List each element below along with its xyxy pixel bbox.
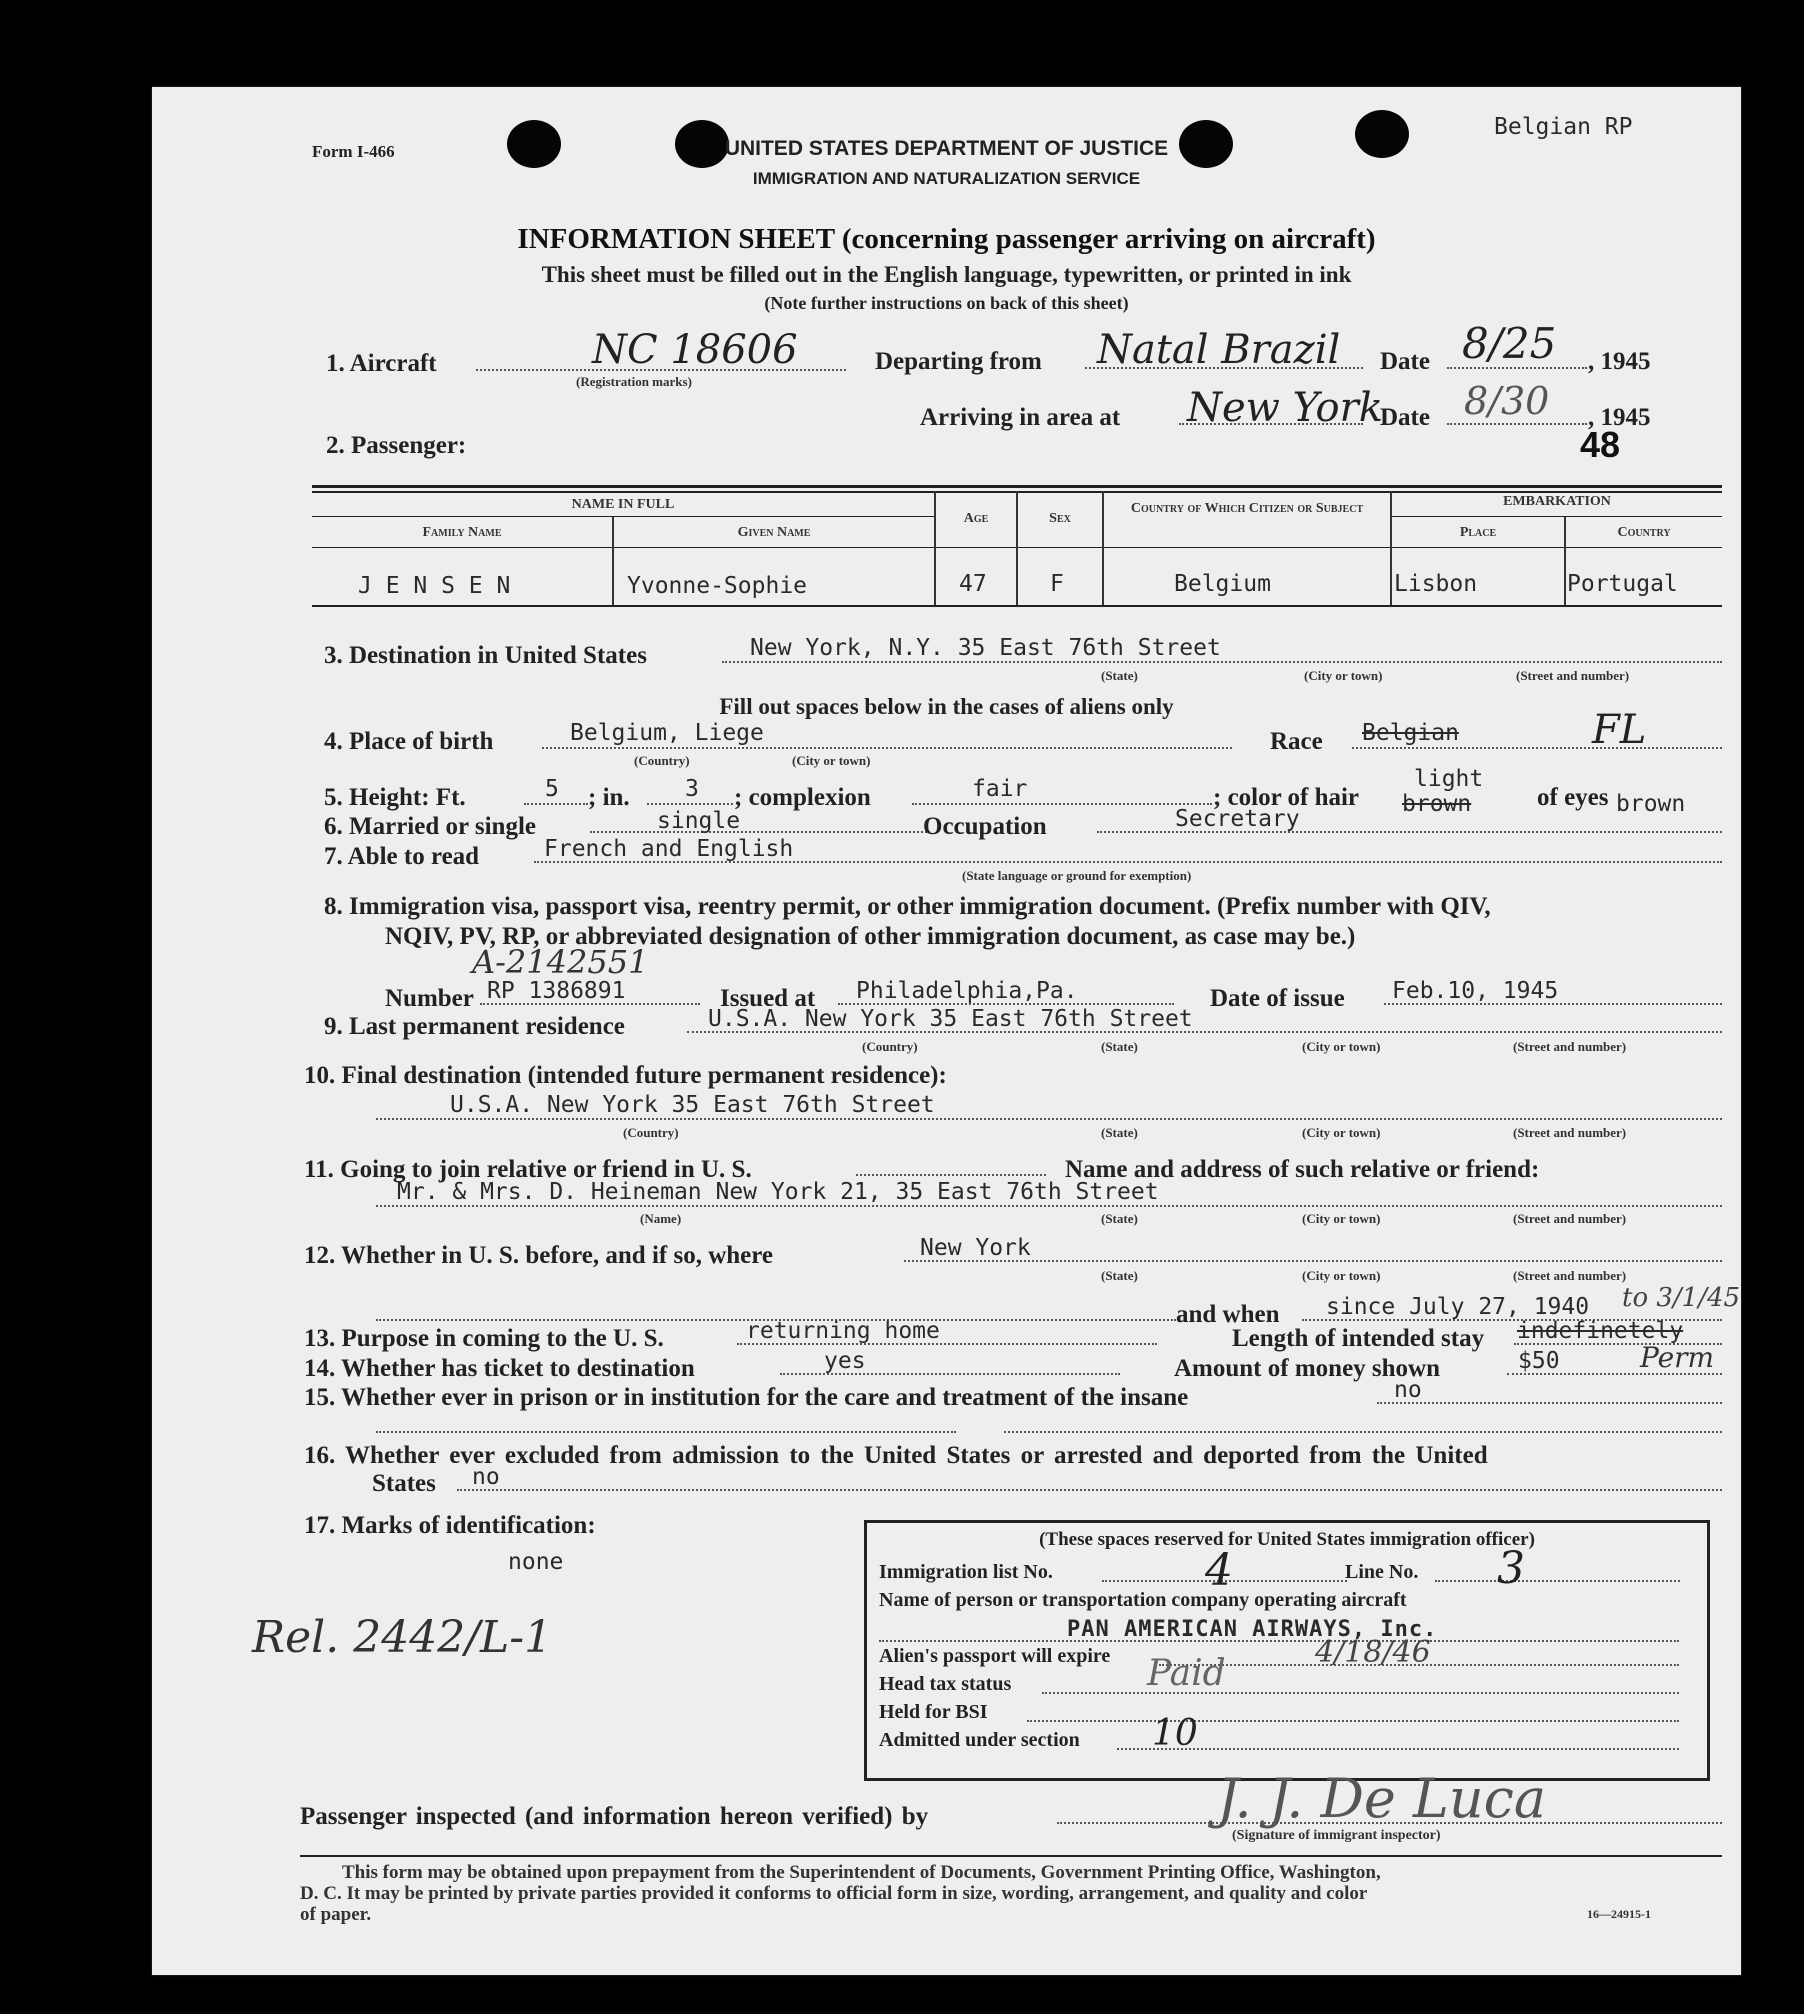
officer-box xyxy=(864,1520,1710,1781)
caption-city: (City or town) xyxy=(792,753,871,768)
aircraft-label: 1. Aircraft xyxy=(326,350,437,377)
complexion-value: fair xyxy=(972,776,1028,802)
th-name-in-full: NAME IN FULL xyxy=(571,497,675,512)
aliens-only-heading: Fill out spaces below in the cases of aliens only xyxy=(719,694,1174,719)
hair-struck: brown xyxy=(1402,791,1472,817)
passenger-label: 2. Passenger: xyxy=(326,432,467,459)
eyes-label: of eyes xyxy=(1537,784,1609,811)
admitted-label: Admitted under section xyxy=(879,1729,1080,1751)
caption-city: (City or town) xyxy=(1302,1268,1381,1283)
caption-street: (Street and number) xyxy=(1513,1039,1627,1054)
occupation-label: Occupation xyxy=(923,813,1047,840)
race-annotation: FL xyxy=(1592,707,1647,753)
date-issue-value: Feb.10, 1945 xyxy=(1392,978,1559,1004)
dept-heading: UNITED STATES DEPARTMENT OF JUSTICE xyxy=(724,137,1169,160)
final-destination-value: U.S.A. New York 35 East 76th Street xyxy=(450,1092,935,1118)
form-number: Form I-466 xyxy=(312,142,395,161)
height-ft-value: 5 xyxy=(545,776,559,802)
signature-caption: (Signature of immigrant inspector) xyxy=(1232,1828,1441,1843)
page-title: INFORMATION SHEET (concerning passenger arriving on aircraft) xyxy=(517,223,1376,255)
footer-code: 16—24915-1 xyxy=(1587,1907,1651,1921)
caption-state: (State) xyxy=(1101,1268,1138,1283)
instruction-note: (Note further instructions on back of this sheet) xyxy=(764,293,1129,313)
line-value: 3 xyxy=(1497,1543,1525,1594)
item16-line2: States xyxy=(372,1470,436,1497)
complexion-label: ; complexion xyxy=(734,784,871,811)
given-name-value: Yvonne-Sophie xyxy=(627,573,808,599)
caption-city: (City or town) xyxy=(1302,1039,1381,1054)
admitted-value: 10 xyxy=(1152,1713,1198,1754)
race-value: Belgian xyxy=(1362,720,1459,746)
read-languages-value: French and English xyxy=(544,836,794,862)
identification-annotation: Rel. 2442/L-1 xyxy=(252,1612,553,1663)
manifest-count: 48 xyxy=(1580,424,1621,465)
caption-state: (State) xyxy=(1101,1125,1138,1140)
caption-country: (Country) xyxy=(862,1039,918,1054)
caption-street: (Street and number) xyxy=(1513,1211,1627,1226)
occupation-value: Secretary xyxy=(1175,806,1300,832)
inspector-signature: J. J. De Luca xyxy=(1217,1767,1547,1830)
caption-name: (Name) xyxy=(640,1211,682,1226)
instruction: This sheet must be filled out in the English language, typewritten, or printed in ink xyxy=(541,262,1352,287)
item12-label: 12. Whether in U. S. before, and if so, where xyxy=(304,1242,773,1269)
th-given-name: Given Name xyxy=(737,525,811,540)
caption-city: (City or town) xyxy=(1302,1211,1381,1226)
item8-line2: NQIV, PV, RP, or abbreviated designation of other immigration document, as case may be.) xyxy=(385,923,1356,950)
item16-line1: 16. Whether ever excluded from admission to the United States or arrested and deported from the United xyxy=(304,1442,1488,1469)
aircraft-value: NC 18606 xyxy=(592,327,798,373)
item11-label: 11. Going to join relative or friend in U. S. xyxy=(304,1156,752,1183)
company-label: Name of person or transportation company operating aircraft xyxy=(879,1589,1407,1611)
depart-year: , 1945 xyxy=(1588,348,1651,375)
item13-label: 13. Purpose in coming to the U. S. xyxy=(304,1325,664,1352)
number-label: Number xyxy=(385,985,474,1012)
caption-city: (City or town) xyxy=(1302,1125,1381,1140)
caption-state: (State) xyxy=(1101,668,1138,683)
item8-line1: 8. Immigration visa, passport visa, reentry permit, or other immigration document. (Prefix number with QIV, xyxy=(324,893,1491,920)
excluded-value: no xyxy=(472,1464,500,1490)
th-family-name: Family Name xyxy=(422,525,502,540)
officer-title: (These spaces reserved for United States immigration officer) xyxy=(1039,1529,1535,1550)
registration-caption: (Registration marks) xyxy=(576,374,692,389)
caption-city: (City or town) xyxy=(1304,668,1383,683)
ticket-value: yes xyxy=(824,1348,866,1374)
issued-value: Philadelphia,Pa. xyxy=(856,978,1078,1004)
th-place: Place xyxy=(1459,525,1497,540)
company-value: PAN AMERICAN AIRWAYS, Inc. xyxy=(1067,1617,1438,1642)
caption-country: (Country) xyxy=(623,1125,679,1140)
departing-label: Departing from xyxy=(875,348,1042,375)
th-age: Age xyxy=(963,511,989,526)
expire-value: 4/18/46 xyxy=(1315,1635,1431,1670)
date-label: Date xyxy=(1380,348,1430,375)
family-name-value: J E N S E N xyxy=(358,573,511,599)
date-issue-label: Date of issue xyxy=(1210,985,1345,1012)
arrive-date-label: Date xyxy=(1380,404,1430,431)
embark-place-value: Lisbon xyxy=(1394,571,1478,597)
th-country: Country xyxy=(1617,525,1671,540)
money-label: Amount of money shown xyxy=(1174,1355,1441,1382)
tax-label: Head tax status xyxy=(879,1673,1012,1695)
footer-line3: of paper. xyxy=(300,1904,372,1925)
expire-label: Alien's passport will expire xyxy=(879,1645,1111,1667)
hair-value: light xyxy=(1414,766,1484,792)
arriving-value: New York xyxy=(1187,385,1383,431)
visa-annotation: A-2142551 xyxy=(472,943,649,981)
eyes-value: brown xyxy=(1616,791,1686,817)
th-sex: Sex xyxy=(1049,511,1071,526)
previous-visit-value: New York xyxy=(920,1235,1031,1261)
tax-value: Paid xyxy=(1147,1653,1226,1694)
last-residence-value: U.S.A. New York 35 East 76th Street xyxy=(708,1006,1193,1032)
item9-label: 9. Last permanent residence xyxy=(324,1013,625,1040)
footer-line2: D. C. It may be printed by private parties provided it conforms to official form in size, wording, arrangement, and quality and color xyxy=(300,1883,1368,1904)
list-label: Immigration list No. xyxy=(879,1561,1053,1583)
bsi-label: Held for BSI xyxy=(879,1701,988,1723)
relative-value: Mr. & Mrs. D. Heineman New York 21, 35 East 76th Street xyxy=(397,1179,1159,1205)
document-number: RP 1386891 xyxy=(487,978,626,1004)
arrive-date: 8/30 xyxy=(1464,379,1550,423)
corner-note: Belgian RP xyxy=(1494,114,1633,140)
list-value: 4 xyxy=(1205,1545,1233,1596)
identification-value: none xyxy=(508,1549,564,1575)
inspected-label: Passenger inspected (and information hereon verified) by xyxy=(300,1803,929,1830)
destination-value: New York, N.Y. 35 East 76th Street xyxy=(750,635,1221,661)
hair-label: ; color of hair xyxy=(1213,784,1360,811)
marital-value: single xyxy=(657,808,741,834)
item11-name-label: Name and address of such relative or friend: xyxy=(1065,1156,1540,1183)
caption-street: (Street and number) xyxy=(1513,1125,1627,1140)
item6-label: 6. Married or single xyxy=(324,813,536,840)
stay-label: Length of intended stay xyxy=(1232,1325,1485,1352)
race-label: Race xyxy=(1270,728,1323,755)
money-annotation: Perm xyxy=(1640,1341,1715,1374)
citizen-value: Belgium xyxy=(1174,571,1271,597)
sex-value: F xyxy=(1050,571,1064,597)
arriving-label: Arriving in area at xyxy=(920,404,1121,431)
footer-line1: This form may be obtained upon prepayment from the Superintendent of Documents, Government Printing Office, Washington, xyxy=(342,1862,1381,1883)
item14-label: 14. Whether has ticket to destination xyxy=(304,1355,695,1382)
birthplace-value: Belgium, Liege xyxy=(570,720,764,746)
in-label: ; in. xyxy=(588,784,630,811)
caption-street: (Street and number) xyxy=(1516,668,1630,683)
and-when-annotation: to 3/1/45 xyxy=(1622,1283,1741,1313)
th-embarkation: EMBARKATION xyxy=(1503,494,1611,509)
item7-label: 7. Able to read xyxy=(324,843,480,870)
stay-value: indefinetely xyxy=(1517,1318,1684,1344)
age-value: 47 xyxy=(959,571,987,597)
caption-state: (State) xyxy=(1101,1039,1138,1054)
and-when-value: since July 27, 1940 xyxy=(1326,1294,1590,1320)
line-label: Line No. xyxy=(1345,1561,1419,1583)
item5-label: 5. Height: Ft. xyxy=(324,784,466,811)
prison-value: no xyxy=(1394,1377,1422,1403)
item10-label: 10. Final destination (intended future permanent residence): xyxy=(304,1062,947,1089)
departing-value: Natal Brazil xyxy=(1097,327,1341,373)
money-value: $50 xyxy=(1518,1348,1560,1374)
service-heading: IMMIGRATION AND NATURALIZATION SERVICE xyxy=(752,169,1141,188)
issued-label: Issued at xyxy=(720,985,816,1012)
arrive-year: , 1945 xyxy=(1588,404,1651,431)
and-when-label: and when xyxy=(1176,1301,1280,1328)
height-in-value: 3 xyxy=(685,776,699,802)
purpose-value: returning home xyxy=(746,1318,940,1344)
caption-country: (Country) xyxy=(634,753,690,768)
item3-label: 3. Destination in United States xyxy=(324,642,647,669)
form-sheet xyxy=(152,87,1741,1975)
embark-country-value: Portugal xyxy=(1567,571,1678,597)
caption-state-language: (State language or ground for exemption) xyxy=(962,868,1192,883)
th-country-citizen: Country of Which Citizen or Subject xyxy=(1130,501,1364,516)
depart-date: 8/25 xyxy=(1462,319,1557,368)
item4-label: 4. Place of birth xyxy=(324,728,494,755)
item17-label: 17. Marks of identification: xyxy=(304,1512,596,1539)
item15-label: 15. Whether ever in prison or in institution for the care and treatment of the insane xyxy=(304,1384,1189,1411)
caption-state: (State) xyxy=(1101,1211,1138,1226)
caption-street: (Street and number) xyxy=(1513,1268,1627,1283)
